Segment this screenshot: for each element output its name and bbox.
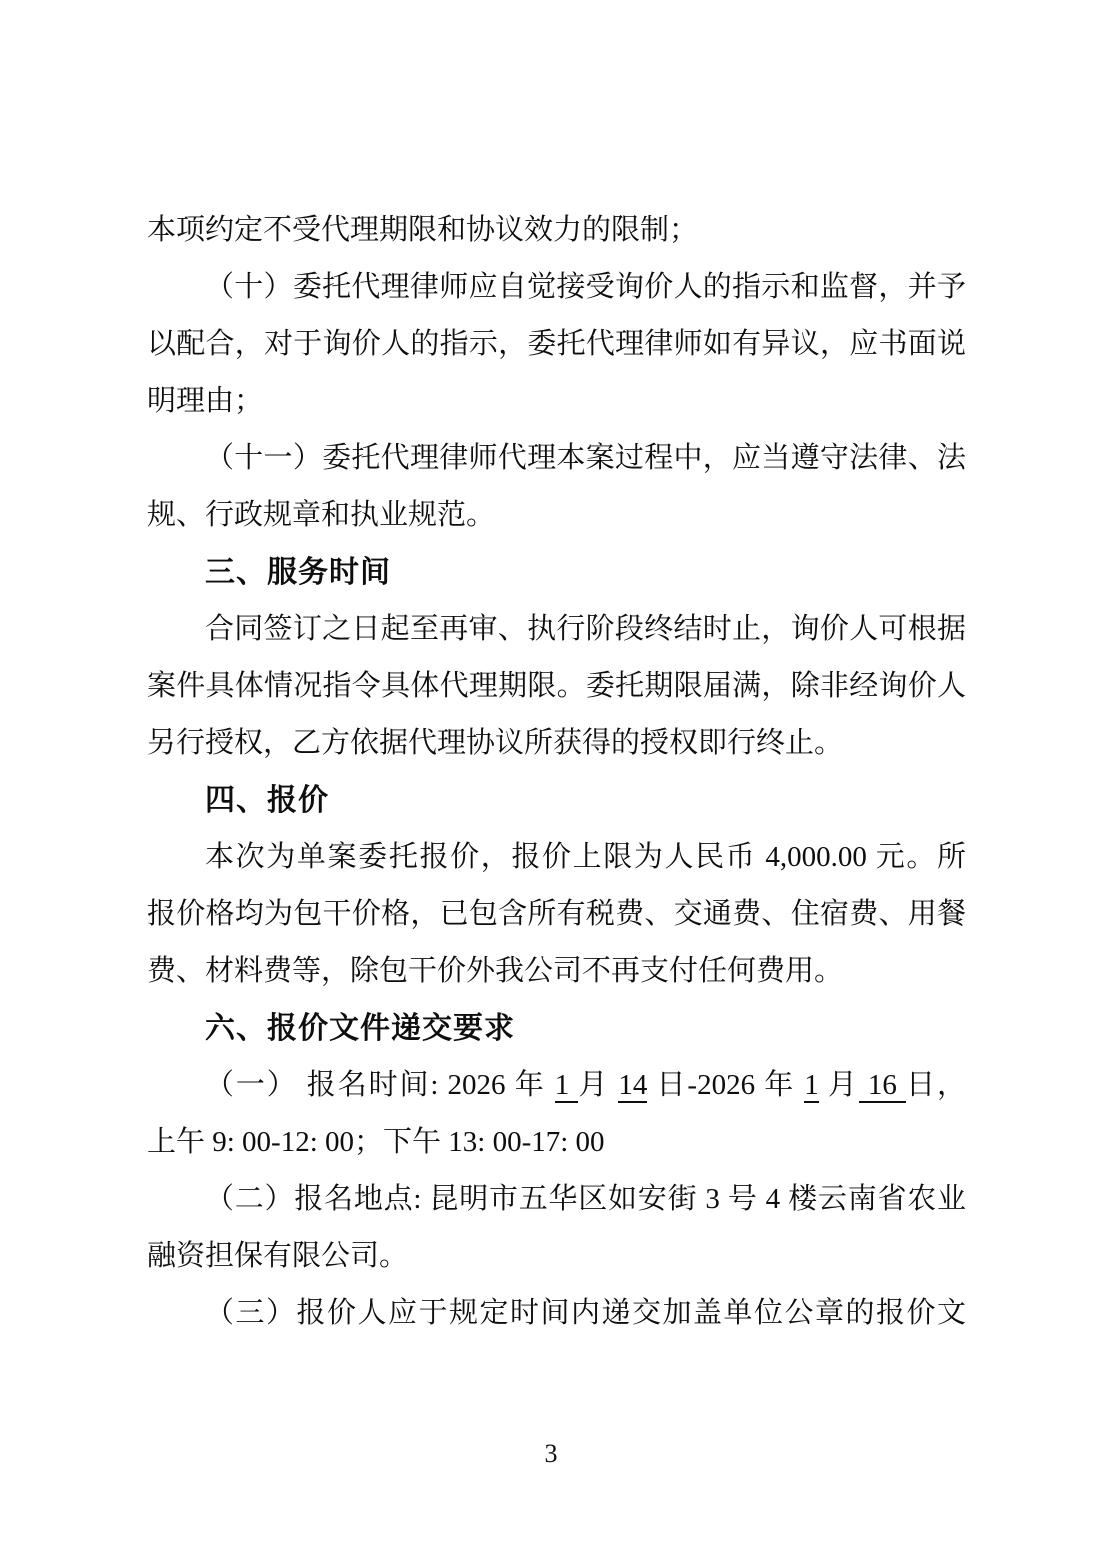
text-segment: 另行授权，乙方依据代理协议所获得的授权即行终止。 [147, 727, 844, 759]
text-segment: （三）报价人应于规定时间内递交加盖单位公章的报价文 [205, 1297, 966, 1329]
text-segment: 四、报价 [205, 784, 329, 817]
text-segment: 融资担保有限公司。 [147, 1240, 409, 1272]
text-line [147, 1228, 966, 1285]
section-heading [147, 544, 966, 601]
text-line [147, 373, 966, 430]
text-segment: 本项约定不受代理期限和协议效力的限制； [147, 214, 699, 246]
text-line [147, 886, 966, 943]
underlined-field: 14 [618, 1069, 648, 1101]
text-segment: 三、服务时间 [205, 556, 391, 589]
text-segment: 上午 9: 00-12: 00；下午 13: 00-17: 00 [147, 1126, 605, 1158]
text-segment: （十一）委托代理律师代理本案过程中，应当遵守法律、法 [205, 442, 966, 474]
page-number: 3 [544, 1439, 558, 1468]
text-segment: 费、材料费等，除包干价外我公司不再支付任何费用。 [147, 955, 844, 987]
text-segment: （一） 报名时间: 2026 年 [205, 1069, 555, 1101]
text-segment: 六、报价文件递交要求 [205, 1012, 515, 1045]
text-segment: 规、行政规章和执业规范。 [147, 499, 496, 531]
text-line [147, 1114, 966, 1171]
text-segment: 合同签订之日起至再审、执行阶段终结时止，询价人可根据 [205, 613, 966, 645]
text-segment: 报价格均为包干价格，已包含所有税费、交通费、住宿费、用餐 [147, 898, 966, 930]
text-line [147, 430, 966, 487]
text-line [147, 658, 966, 715]
underlined-field: 1 [554, 1069, 579, 1101]
text-segment: （十）委托代理律师应自觉接受询价人的指示和监督，并予 [205, 271, 966, 303]
text-line [147, 316, 966, 373]
section-heading [147, 772, 966, 829]
text-line [147, 202, 966, 259]
text-segment: 本次为单案委托报价，报价上限为人民币 4,000.00 元。所 [205, 841, 966, 873]
text-line [147, 829, 966, 886]
underlined-field: 1 [804, 1069, 819, 1101]
text-line [147, 259, 966, 316]
text-line [147, 487, 966, 544]
text-segment: 月 [578, 1069, 619, 1101]
text-segment: 以配合，对于询价人的指示，委托代理律师如有异议，应书面说 [147, 328, 966, 360]
text-line [147, 943, 966, 1000]
text-line [147, 601, 966, 658]
text-segment: 日-2026 年 [647, 1069, 805, 1101]
text-line [147, 1057, 966, 1114]
text-segment: 月 [818, 1069, 859, 1101]
text-segment: 明理由； [147, 385, 264, 417]
text-line [147, 1285, 966, 1342]
document-body [147, 202, 966, 1342]
section-heading [147, 1000, 966, 1057]
text-segment: 案件具体情况指令具体代理期限。委托期限届满，除非经询价人 [147, 670, 966, 702]
text-segment: 日， [906, 1069, 966, 1101]
text-line [147, 1171, 966, 1228]
underlined-field: 16 [858, 1069, 907, 1101]
text-segment: （二）报名地点: 昆明市五华区如安街 3 号 4 楼云南省农业 [205, 1183, 966, 1215]
text-line [147, 715, 966, 772]
